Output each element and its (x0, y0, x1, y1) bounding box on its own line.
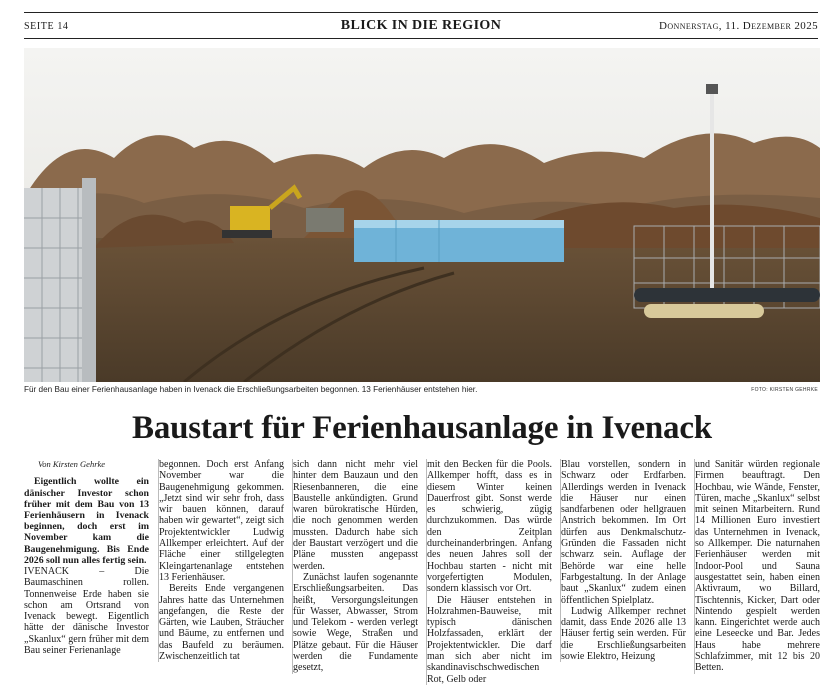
article-paragraph: Die Häuser entstehen in Holzrahmen-Bauweise, mit typisch dänischen Holzfassaden, erklärt der Projektentwickler. Die darf man sich aber nicht im skandinavischschwedischen Rot, Gelb oder (427, 594, 552, 685)
article-paragraph: und Sanitär würden regionale Firmen beauftragt. Den Hochbau, wie Wände, Fenster, Türen, mache „Skanlux“ selbst mit seinen Mitarbeitern. Rund 14 Millionen Euro investiert das Unternehmen in Ivenack, so Allkemper. Die naturnahen Ferienhäuser werden mit Indoor-Pool und Sauna ausgestattet sein, haben einen Aktivraum, wo Billard, Tischtennis, Kicker, Dart oder Nintendo gespielt werden kann. Eingerichtet werde auch eine Leseecke und Bar. Jedes Haus habe mehrere Schlafzimmer, mit 12 bis 20 Betten. (695, 459, 820, 674)
article-paragraph: IVENACK – Die Baumaschinen rollen. Tonnenweise Erde haben sie schon am Ortsrand von Ivenack bewegt. Eigentlich hätte der dänische Investor „Skanlux“ gern früher mit dem Bau seiner Ferienanlage (24, 565, 149, 656)
column-2 (158, 459, 284, 662)
author-byline: Von Kirsten Gehrke (38, 459, 106, 469)
article-lead: Eigentlich wollte ein dänischer Investor schon früher mit dem Bau von 13 Ferienhäusern in Ivenack beginnen, doch erst im November kam die Baugenehmigung. Bis Ende 2026 soll nun alles fertig sein. (24, 476, 149, 566)
column-6 (694, 459, 820, 674)
issue-date: Donnerstag, 11. Dezember 2025 (659, 20, 818, 32)
photo-credit: FOTO: KIRSTEN GEHRKE (751, 387, 818, 393)
photo-caption: Für den Bau einer Ferienhausanlage haben in Ivenack die Erschließungsarbeiten begonnen. 13 Ferienhäuser entstehen hier. (24, 385, 478, 394)
construction-site-photo (24, 48, 820, 382)
article-paragraph: mit den Becken für die Pools. Allkemper hofft, dass es in diesem Winter keinen Dauerfrost gibt. Sonst werde es schwierig, zügig durchzukommen. Das würde den Zeitplan durcheinanderbringen. Anfang des neuen Jahres soll der Hochbau starten - nicht mit vorgefertigten Modulen, sondern klassisch vor Ort. (427, 459, 552, 595)
article-paragraph: sich dann nicht mehr viel hinter dem Bauzaun und den Riesenbanneren, die eine Baustelle ankündigten. Grund waren bürokratische Hürden, die noch genommen werden mussten. Dadurch habe sich der Baustart verzögert und die Pläne mussten angepasst werden. (293, 459, 418, 572)
article-body (24, 459, 820, 685)
page-number: SEITE 14 (24, 21, 69, 32)
article-paragraph: Zunächst laufen sogenannte Erschließungsarbeiten. Das heißt, Versorgungsleitungen für Wasser, Abwasser, Strom und Telekom - werden verlegt sowie Wege, Straßen und Plätze gebaut. Für die Häuser werden die Fundamente gesetzt, (293, 571, 418, 674)
page-header (24, 12, 818, 42)
article-paragraph: Ludwig Allkemper rechnet damit, dass Ende 2026 alle 13 Häuser fertig sein werden. Für die Erschließungsarbeiten sowie Elektro, Heizung (561, 605, 686, 663)
article-paragraph: Bereits Ende vergangenen Jahres hatte das Unternehmen angefangen, die Reste der Gärten, wie Lauben, Sträucher und Bäume, zu entfernen und das Baufeld zu beräumen. Zwischenzeitlich tat (159, 583, 284, 663)
header-rule-top (24, 12, 818, 13)
column-3 (292, 459, 418, 674)
column-1 (24, 459, 149, 656)
header-rule-bottom (24, 38, 818, 39)
column-5 (560, 459, 686, 662)
article-paragraph: Blau vorstellen, sondern in Schwarz oder Erdfarben. Allerdings werden in Ivenack die Häuser nur einen sandfarbenen oder hellgrauen Anstrich bekommen. Im Ort dürfen aus Denkmalschutz-Gründen die Fassaden nicht schwarz sein. Auflage der Behörde war eine helle Farbgestaltung. In der Anlage baut „Skanlux“ zudem einen öffentlichen Spielplatz. (561, 459, 686, 606)
article-paragraph: begonnen. Doch erst Anfang November war die Baugenehmigung gekommen. „Jetzt sind wir sehr froh, dass wir bauen können, darauf haben wir gewartet“, zeigt sich Projektentwickler Ludwig Allkemper erleichtert. Auf der Fläche einer stillgelegten Kleingartenanlage entstehen 13 Ferienhäuser. (159, 459, 284, 583)
section-title: BLICK IN DIE REGION (340, 18, 502, 33)
column-4 (426, 459, 552, 685)
article-headline: Baustart für Ferienhausanlage in Ivenack (132, 410, 712, 446)
